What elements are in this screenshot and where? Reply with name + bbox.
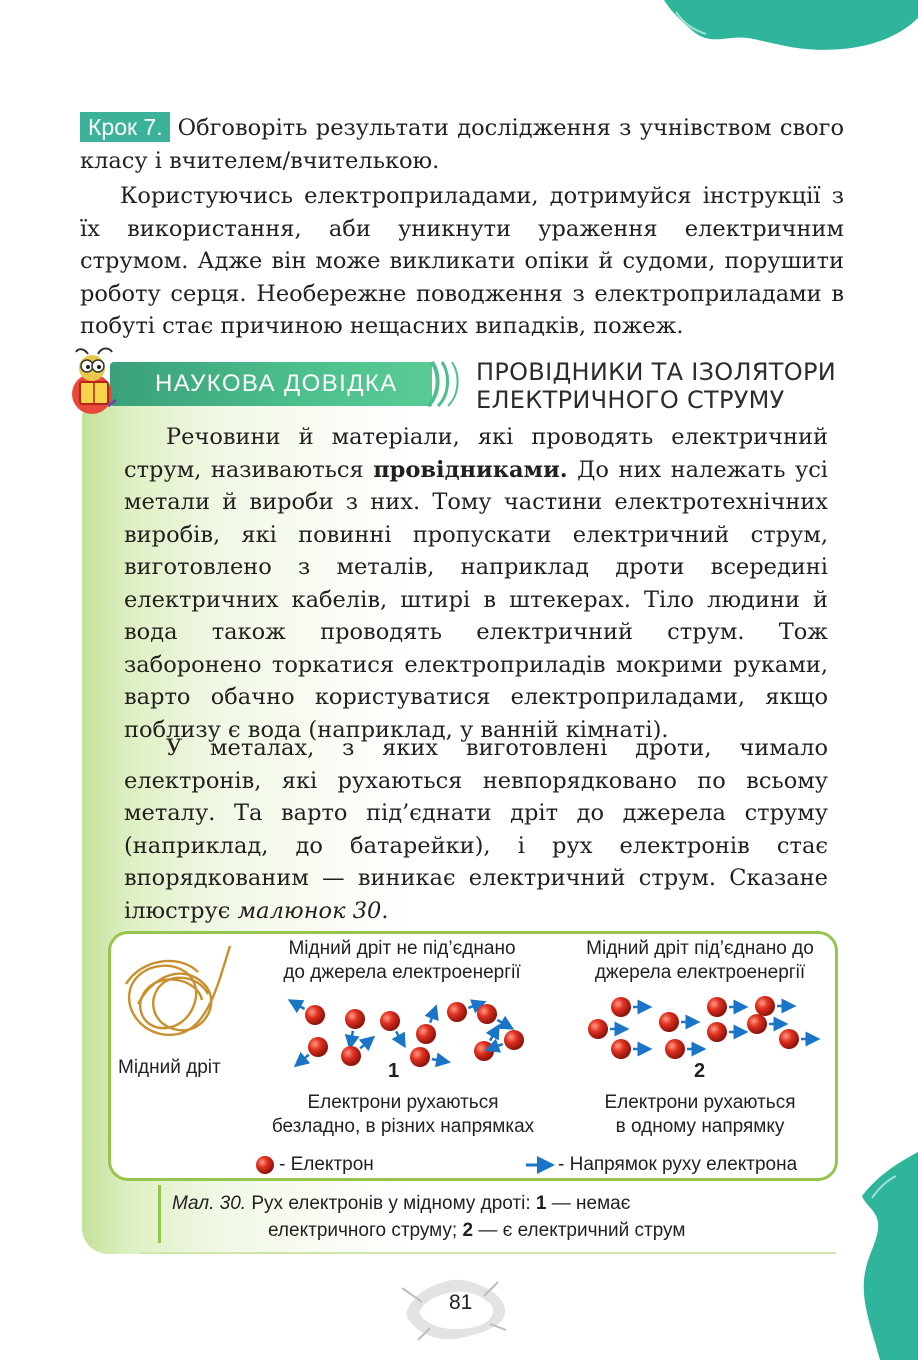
legend-direction-label: - Напрямок руху електрона — [558, 1154, 798, 1175]
figure-reference: малюнок 30 — [237, 897, 382, 924]
panel-2-description — [560, 1091, 840, 1139]
science-note-label: НАУКОВА ДОВІДКА — [155, 370, 398, 397]
p1-text-end: До них належать усі метали й вироби з них. Тому частини електротехнічних виробів, які повинні пропускати електричний струм, виготовлено з металів, наприклад дроти всередині електричних кабелів, штирі в штекерах. Тіло людини й вода також проводять електричний струм. Тож заборонено торкатися електроприладів мокрими руками, варто обачно користуватися електроприладами, якщо поблизу є вода (наприклад, у ванній кімнаті). — [124, 456, 828, 743]
title-line-2: ЕЛЕКТРИЧНОГО СТРУМУ — [476, 386, 785, 414]
panel-1-description — [248, 1091, 558, 1139]
p2-text-start: У металах, з яких виготовлені дроти, чимало електронів, які рухаються невпорядковано по всьому металу. Та варто під’єднати дріт до джерела струму (наприклад, до батарейки), і рух електронів стає впорядкованим — виникає електричний струм. Сказане ілюструє — [124, 735, 828, 924]
step-7-paragraph — [80, 112, 844, 177]
step-tag: Крок 7. — [80, 112, 170, 142]
title-line-1: ПРОВІДНИКИ ТА ІЗОЛЯТОРИ — [476, 358, 836, 386]
panel-1-desc-line-1: Електрони рухаються — [307, 1092, 499, 1113]
caption-accent-bar — [158, 1185, 161, 1243]
panel-1-desc-line-2: безладно, в різних напрямках — [271, 1116, 535, 1137]
legend-electron-label: - Електрон — [279, 1154, 374, 1175]
panel-2-desc-line-2: в одному напрямку — [615, 1116, 785, 1137]
panel-2-desc-line-1: Електрони рухаються — [604, 1092, 796, 1113]
step-text: Обговоріть результати дослідження з учнівством свого класу і вчителем/вчителькою. — [80, 115, 844, 174]
caption-text-1: Рух електронів у мідному дроті: — [251, 1193, 536, 1214]
caption-text-4: — є електричний струм — [473, 1220, 686, 1241]
safety-paragraph — [80, 180, 844, 343]
p1-text-start: Речовини й матеріали, які проводять електричний струм, називаються — [124, 424, 828, 483]
figure-caption — [172, 1190, 812, 1244]
p1-bold-term: провідниками. — [373, 456, 568, 483]
caption-text-2: — немає — [546, 1193, 631, 1214]
caption-num-1: 1 — [535, 1193, 547, 1214]
science-note-title — [476, 358, 836, 414]
panel-1-title-line-1: Мідний дріт не під’єднано — [288, 938, 516, 959]
caption-num-2: 2 — [462, 1220, 474, 1241]
safety-text: Користуючись електроприладами, дотримуйся інструкції з їх використання, аби уникнути ураження електричним струмом. Адже він може викликати опіки й судоми, порушити роботу серця. Необережне поводження з електроприладами в побуті стає причиною нещасних випадків, пожеж. — [80, 183, 844, 339]
page-number: 81 — [449, 1291, 473, 1314]
caption-label: Мал. 30. — [172, 1193, 247, 1214]
science-note-paragraph-1 — [124, 421, 828, 746]
copper-wire-icon — [118, 944, 248, 1044]
caption-text-3: електричного струму; — [268, 1220, 463, 1241]
panel-1-title-line-2: до джерела електроенергії — [283, 962, 521, 983]
science-note-paragraph-2 — [124, 732, 828, 927]
panel-2-number: 2 — [694, 1060, 706, 1082]
bug-mascot-icon — [68, 346, 132, 416]
panel-2-title-line-2: джерела електроенергії — [594, 962, 806, 983]
copper-wire-label: Мідний дріт — [118, 1057, 221, 1078]
panel-2-title-line-1: Мідний дріт під’єднано до — [586, 938, 814, 959]
panel-2-title — [560, 937, 840, 985]
panel-divider — [140, 1252, 836, 1254]
p2-text-end: . — [381, 897, 389, 924]
panel-1-title — [262, 937, 542, 985]
panel-1-number: 1 — [388, 1060, 400, 1082]
header-slashes-decoration — [420, 360, 470, 410]
